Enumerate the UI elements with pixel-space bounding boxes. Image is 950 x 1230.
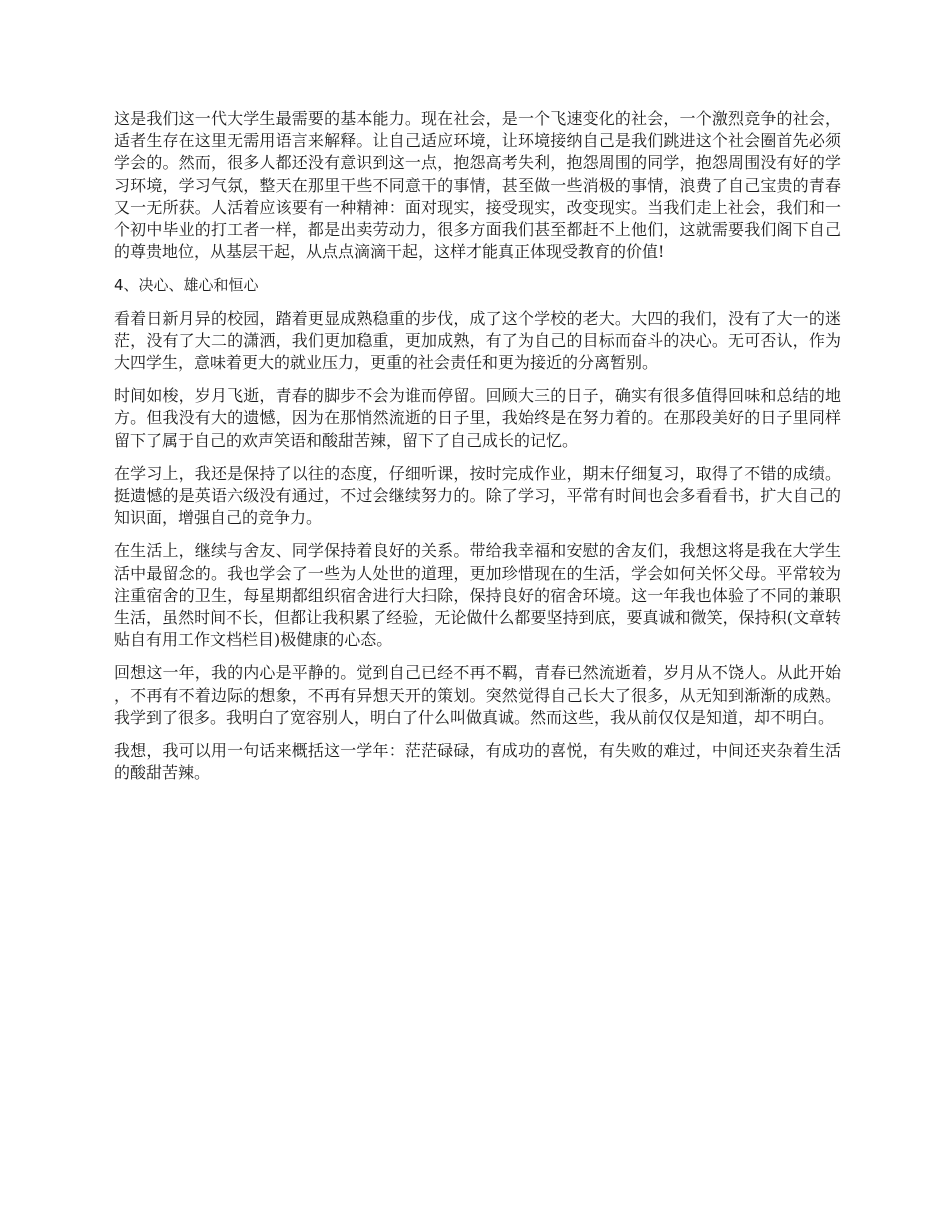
paragraph-senior-year: 看着日新月异的校园，踏着更显成熟稳重的步伐，成了这个学校的老大。大四的我们，没有了大一的迷茫，没有了大二的潇洒，我们更加稳重，更加成熟，有了为自己的目标而奋斗的决心。无可否认，作为大四学生，意味着更大的就业压力，更重的社会责任和更为接近的分离暂别。 bbox=[114, 308, 841, 373]
paragraph-reflection: 回想这一年，我的内心是平静的。觉到自己已经不再不羁，青春已然流逝着，岁月从不饶人。从此开始，不再有不着边际的想象，不再有异想天开的策划。突然觉得自己长大了很多，从无知到渐渐的成熟。我学到了很多。我明白了宽容别人，明白了什么叫做真诚。然而这些，我从前仅仅是知道，却不明白。 bbox=[114, 663, 841, 727]
paragraph-summary: 我想，我可以用一句话来概括这一学年：茫茫碌碌，有成功的喜悦，有失败的难过，中间还夹杂着生活的酸甜苦辣。 bbox=[114, 741, 841, 783]
paragraph-life: 在生活上，继续与舍友、同学保持着良好的关系。带给我幸福和安慰的舍友们，我想这将是我在大学生活中最留念的。我也学会了一些为人处世的道理，更加珍惜现在的生活，学会如何关怀父母。平常较为注重宿舍的卫生，每星期都组织宿舍进行大扫除，保持良好的宿舍环境。这一年我也体验了不同的兼职生活，虽然时间不长，但都让我积累了经验，无论做什么都要坚持到底，要真诚和微笑，保持积(文章转贴自有用工作文档栏目)极健康的心态。 bbox=[114, 541, 841, 650]
section-heading: 4、决心、雄心和恒心 bbox=[114, 276, 259, 295]
paragraph-time-review: 时间如梭，岁月飞逝，青春的脚步不会为谁而停留。回顾大三的日子，确实有很多值得回味和总结的地方。但我没有大的遗憾，因为在那悄然流逝的日子里，我始终是在努力着的。在那段美好的日子里同样留下了属于自己的欢声笑语和酸甜苦辣，留下了自己成长的记忆。 bbox=[114, 386, 841, 450]
document-body bbox=[114, 108, 841, 795]
paragraph-adaptability: 这是我们这一代大学生最需要的基本能力。现在社会，是一个飞速变化的社会，一个激烈竞争的社会，适者生存在这里无需用语言来解释。让自己适应环境，让环境接纳自己是我们跳进这个社会圈首先必须学会的。然而，很多人都还没有意识到这一点，抱怨高考失利，抱怨周围的同学，抱怨周围没有好的学习环境，学习气氛，整天在那里干些不同意干的事情，甚至做一些消极的事情，浪费了自己宝贵的青春又一无所获。人活着应该要有一种精神：面对现实，接受现实，改变现实。当我们走上社会，我们和一个初中毕业的打工者一样，都是出卖劳动力，很多方面我们甚至都赶不上他们，这就需要我们阁下自己的尊贵地位，从基层干起，从点点滴滴干起，这样才能真正体现受教育的价值! bbox=[114, 109, 841, 262]
paragraph-study: 在学习上，我还是保持了以往的态度，仔细听课，按时完成作业，期末仔细复习，取得了不错的成绩。挺遗憾的是英语六级没有通过，不过会继续努力的。除了学习，平常有时间也会多看看书，扩大自己的知识面，增强自己的竞争力。 bbox=[114, 463, 841, 528]
